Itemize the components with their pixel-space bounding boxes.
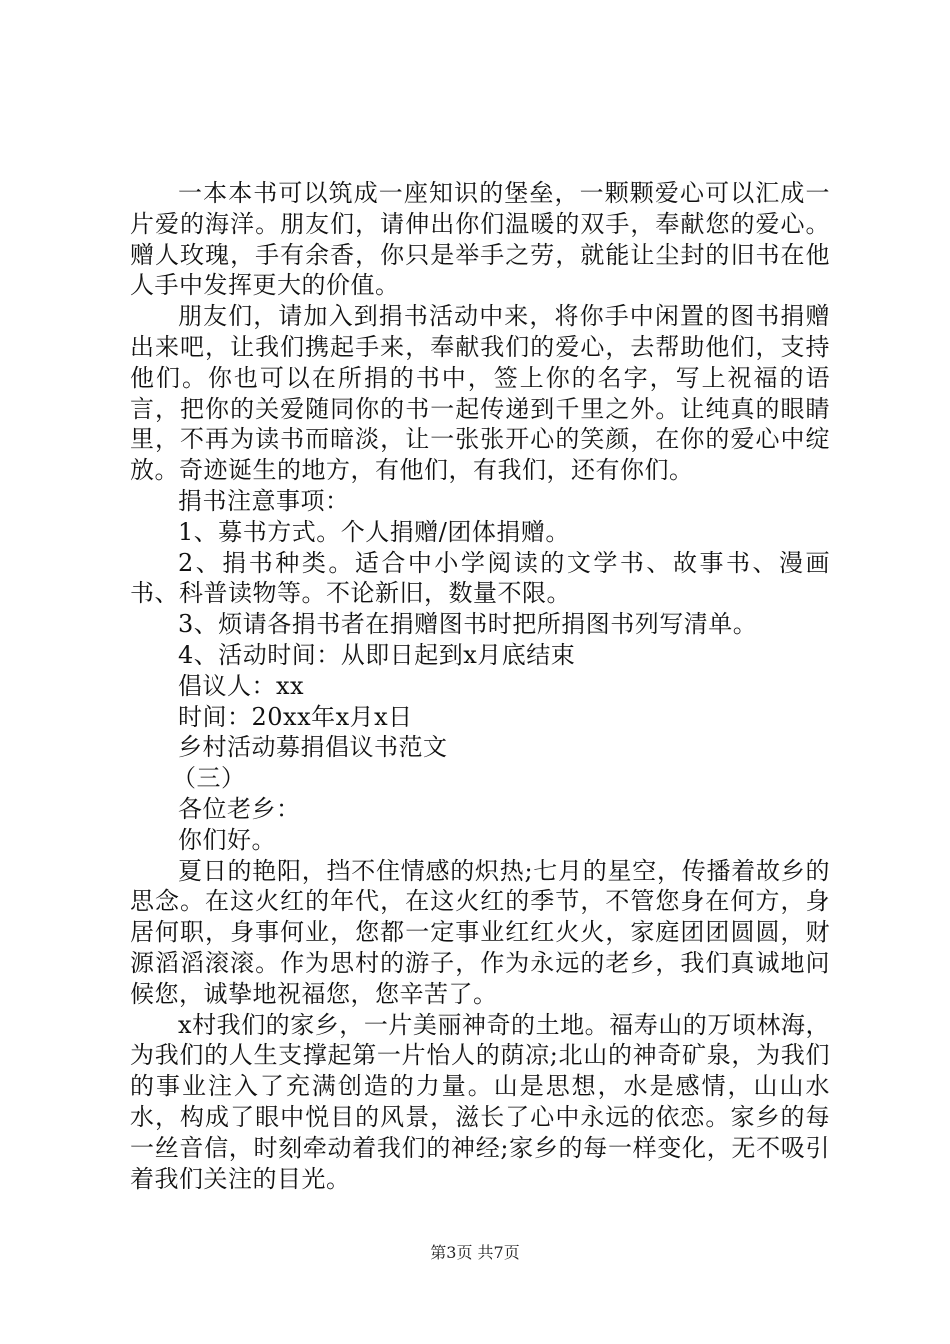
greeting: 你们好。 [178, 825, 276, 854]
date-line: 时间：20xx年x月x日 [178, 702, 413, 731]
paragraph-intro: 一本本书可以筑成一座知识的堡垒，一颗颗爱心可以汇成一片爱的海洋。朋友们，请伸出你们温暖的双手，奉献您的爱心。赠人玫瑰，手有余香，你只是举手之劳，就能让尘封的旧书在他人手中发挥更大的价值。 [130, 179, 830, 300]
document-body [130, 178, 830, 1194]
initiator-line: 倡议人：xx [178, 671, 305, 700]
section-title: 乡村活动募捐倡议书范文 [178, 733, 448, 762]
notice-item-2: 2、捐书种类。适合中小学阅读的文学书、故事书、漫画书、科普读物等。不论新旧，数量不限。 [130, 548, 830, 608]
paragraph-hometown: x村我们的家乡，一片美丽神奇的土地。福寿山的万顷林海，为我们的人生支撑起第一片怡人的荫凉;北山的神奇矿泉，为我们的事业注入了充满创造的力量。山是思想，水是感情，山山水水，构成了眼中悦目的风景，滋长了心中永远的依恋。家乡的每一丝音信，时刻牵动着我们的神经;家乡的每一样变化，无不吸引着我们关注的目光。 [130, 1010, 830, 1193]
page-number-footer: 第3页 共7页 [430, 1243, 520, 1262]
notice-item-3: 3、烦请各捐书者在捐赠图书时把所捐图书列写清单。 [178, 610, 758, 639]
paragraph-summer: 夏日的艳阳，挡不住情感的炽热;七月的星空，传播着故乡的思念。在这火红的年代，在这火红的季节，不管您身在何方，身居何职，身事何业，您都一定事业红红火火，家庭团团圆圆，财源滔滔滚滚。作为思村的游子，作为永远的老乡，我们真诚地问候您，诚挚地祝福您，您辛苦了。 [130, 856, 830, 1008]
notice-item-1: 1、募书方式。个人捐赠/团体捐赠。 [178, 517, 570, 546]
paragraph-appeal: 朋友们，请加入到捐书活动中来，将你手中闲置的图书捐赠出来吧，让我们携起手来，奉献我们的爱心，去帮助他们，支持他们。你也可以在所捐的书中，签上你的名字，写上祝福的语言，把你的关爱随同你的书一起传递到千里之外。让纯真的眼睛里，不再为读书而暗淡，让一张张开心的笑颜，在你的爱心中绽放。奇迹诞生的地方，有他们，有我们，还有你们。 [130, 302, 830, 485]
notice-heading: 捐书注意事项： [178, 486, 350, 515]
section-number: （三） [172, 764, 246, 793]
salutation: 各位老乡： [178, 794, 301, 823]
notice-item-4: 4、活动时间：从即日起到x月底结束 [178, 640, 576, 669]
